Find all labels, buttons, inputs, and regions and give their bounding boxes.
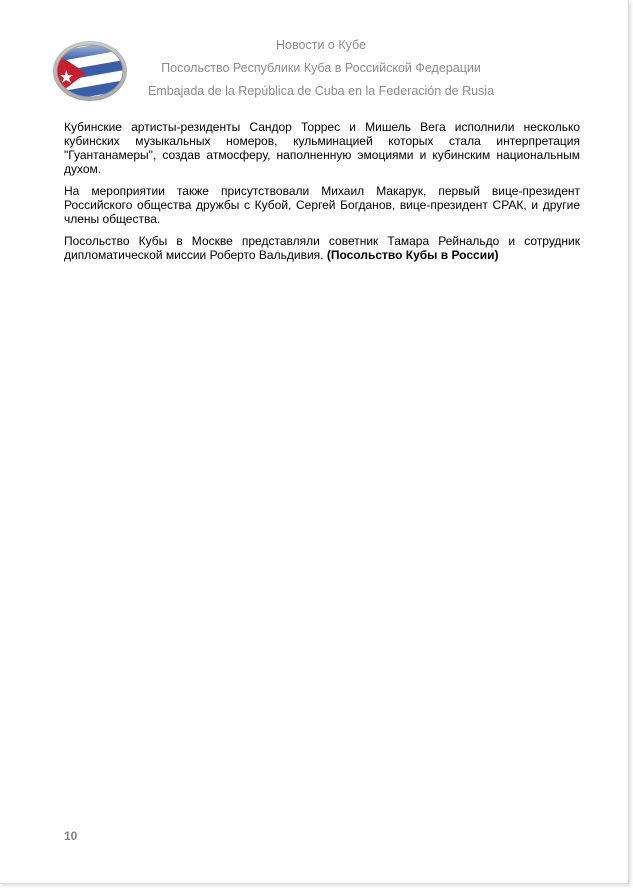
article-body bbox=[64, 120, 580, 270]
article-paragraph-2: На мероприятии также присутствовали Михаил Макарук, первый вице-президент Российского общества дружбы с Кубой, Сергей Богданов, вице-президент СРАК, и другие члены общества. bbox=[64, 184, 580, 226]
article-paragraph-3-text: Посольство Кубы в Москве представляли советник Тамара Рейнальдо и сотрудник дипломатической миссии Роберто Вальдивия. bbox=[64, 234, 580, 262]
header-embassy-russian: Посольство Республики Куба в Российской Федерации bbox=[161, 61, 481, 75]
article-paragraph-1: Кубинские артисты-резиденты Сандор Торрес и Мишель Вега исполнили несколько кубинских музыкальных номеров, кульминацией которых стала интерпретация "Гуантанамеры", создав атмосферу, наполненную эмоциями и кубинским национальным духом. bbox=[64, 120, 580, 176]
header-embassy-spanish: Embajada de la República de Cuba en la Federación de Rusia bbox=[147, 84, 495, 98]
header-title: Новости о Кубе bbox=[276, 38, 366, 52]
article-paragraph-3 bbox=[64, 234, 580, 262]
article-source: (Посольство Кубы в России) bbox=[326, 248, 499, 262]
cuban-flag-logo-icon bbox=[52, 40, 128, 102]
page-number: 10 bbox=[64, 829, 78, 843]
document-header bbox=[130, 34, 512, 103]
